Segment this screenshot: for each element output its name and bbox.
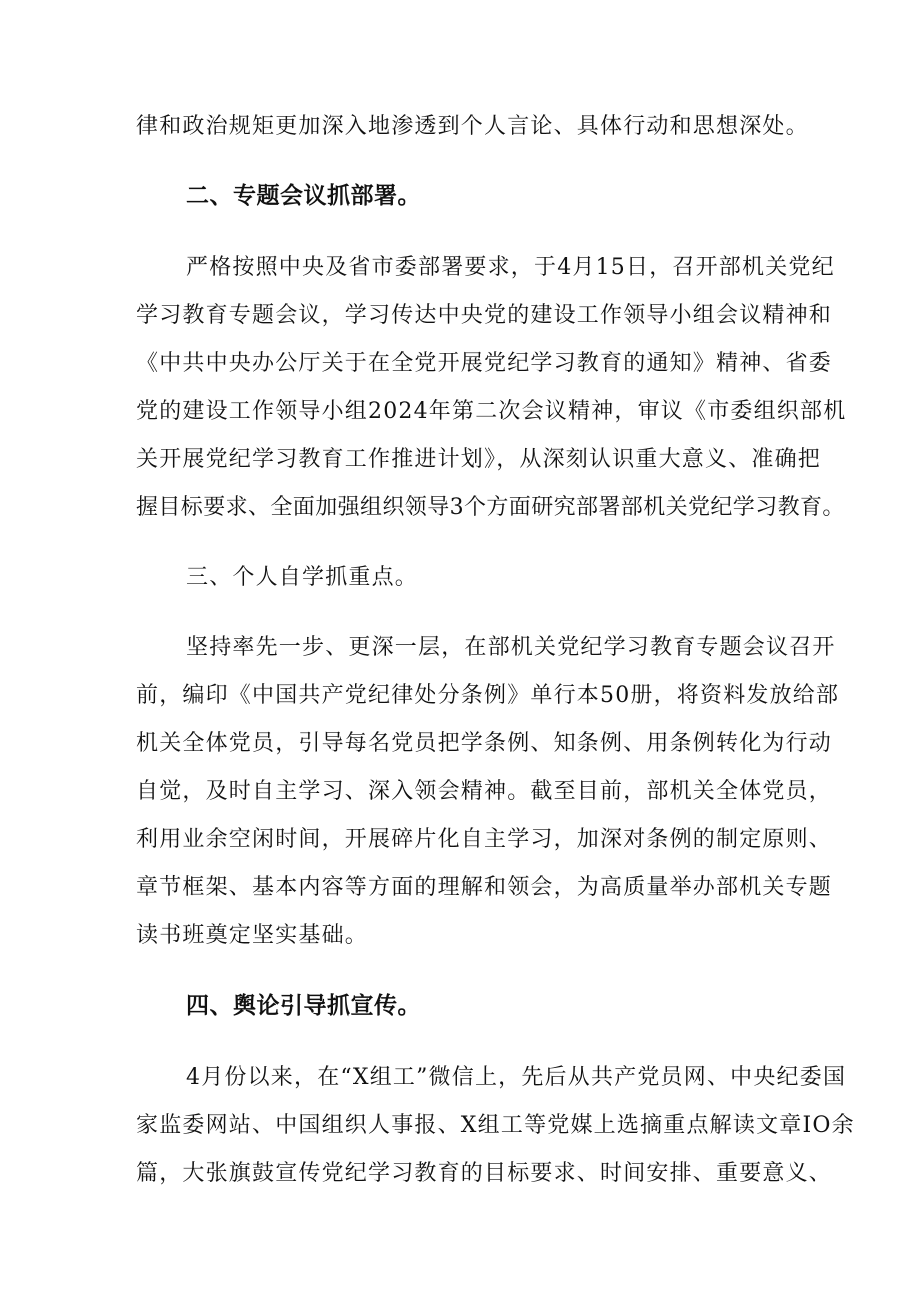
continuation-line: 律和政治规矩更加深入地渗透到个人言论、具体行动和思想深处。 (136, 114, 809, 139)
paragraph-line: 自觉，及时自主学习、深入领会精神。截至目前，部机关全体党员， (136, 779, 833, 804)
paragraph-line: 家监委网站、中国组织人事报、X组工等党媒上选摘重点解读文章IO余 (136, 1113, 855, 1138)
paragraph-line: 读书班奠定坚实基础。 (136, 923, 369, 948)
paragraph-line: 章节框架、基本内容等方面的理解和领会，为高质量举办部机关专题 (136, 875, 833, 900)
paragraph-line: 握目标要求、全面加强组织领导3个方面研究部署部机关党纪学习教育。 (136, 495, 845, 520)
paragraph-line: 党的建设工作领导小组2024年第二次会议精神，审议《市委组织部机 (136, 399, 847, 424)
paragraph-line: 关开展党纪学习教育工作推进计划》，从深刻认识重大意义、准确把 (136, 447, 822, 472)
section-heading-2: 二、专题会议抓部署。 (186, 183, 421, 209)
paragraph-line: 坚持率先一步、更深一层，在部机关党纪学习教育专题会议召开 (186, 635, 836, 660)
paragraph-line: 严格按照中央及省市委部署要求，于4月15日，召开部机关党纪 (186, 255, 835, 280)
paragraph-line: 4月份以来，在“X组工”微信上，先后从共产党员网、中央纪委国 (186, 1065, 847, 1090)
paragraph-line: 篇，大张旗鼓宣传党纪学习教育的目标要求、时间安排、重要意义、 (136, 1161, 833, 1186)
paragraph-line: 利用业余空闲时间，开展碎片化自主学习，加深对条例的制定原则、 (136, 827, 833, 852)
paragraph-line: 学习教育专题会议，学习传达中央党的建设工作领导小组会议精神和 (136, 303, 833, 328)
paragraph-line: 前，编印《中国共产党纪律处分条例》单行本50册，将资料发放给部 (136, 683, 840, 708)
section-heading-4: 四、舆论引导抓宣传。 (186, 993, 421, 1019)
paragraph-line: 《中共中央办公厅关于在全党开展党纪学习教育的通知》精神、省委 (136, 351, 833, 376)
paragraph-line: 机关全体党员，引导每名党员把学条例、知条例、用条例转化为行动 (136, 731, 833, 756)
section-heading-3: 三、个人自学抓重点。 (186, 565, 419, 590)
